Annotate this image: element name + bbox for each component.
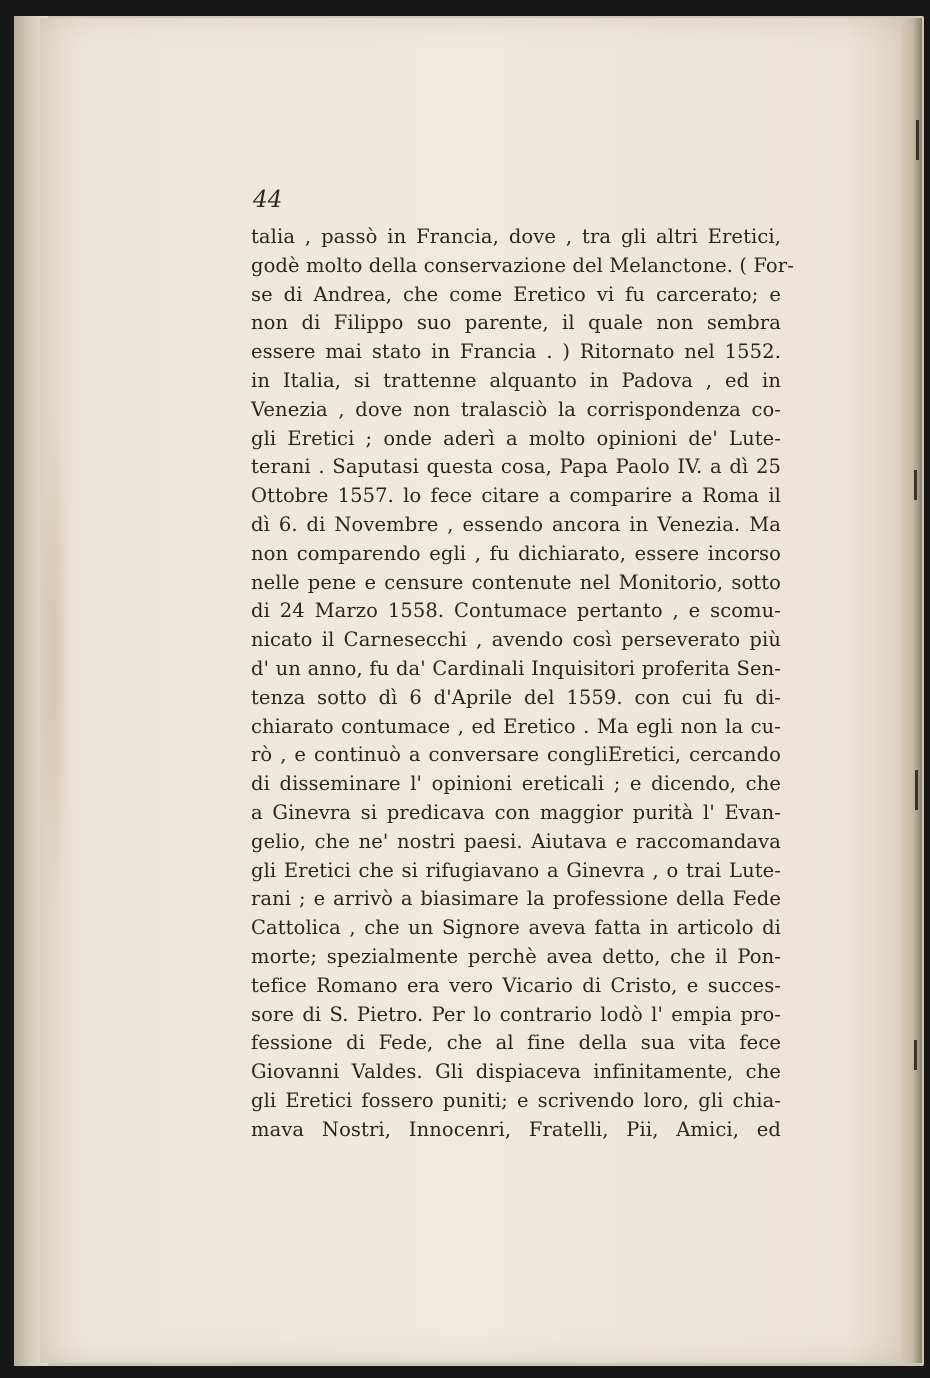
text-line: Ottobre 1557. lo fece citare a comparire a Roma il	[251, 484, 781, 508]
binding-mark	[915, 770, 918, 810]
text-line: gli Eretici che si rifugiavano a Ginevra , o trai Lute-	[251, 858, 781, 882]
text-line: mava Nostri, Innocenri, Fratelli, Pii, Amici, ed	[251, 1117, 781, 1141]
text-line: d' un anno, fu da' Cardinali Inquisitori proferita Sen-	[251, 657, 781, 680]
text-line: fessione di Fede, che al fine della sua vita fece	[251, 1031, 781, 1055]
binding-mark	[916, 120, 919, 160]
text-line: di 24 Marzo 1558. Contumace pertanto , e scomu-	[251, 599, 781, 623]
text-line: non comparendo egli , fu dichiarato, essere incorso	[251, 541, 781, 565]
text-line: rò , e continuò a conversare congliEretici, cercando	[251, 743, 781, 767]
text-line: in Italia, si trattenne alquanto in Padova , ed in	[251, 369, 781, 392]
text-line: Cattolica , che un Signore aveva fatta in articolo di	[251, 916, 781, 940]
text-line: nicato il Carnesecchi , avendo così perseverato più	[251, 628, 781, 652]
text-line: tenza sotto dì 6 d'Aprile del 1559. con cui fu di-	[251, 685, 781, 709]
text-line: godè molto della conservazione del Melanctone. ( For-	[251, 253, 794, 277]
text-line: tefice Romano era vero Vicario di Cristo, e succes-	[251, 973, 781, 997]
text-line: Giovanni Valdes. Gli dispiaceva infinitamente, che	[251, 1060, 781, 1084]
text-line: a Ginevra si predicava con maggior purità l' Evan-	[251, 801, 781, 824]
text-line: gli Eretici fossero puniti; e scrivendo loro, gli chia-	[251, 1089, 781, 1112]
text-line: talia , passò in Francia, dove , tra gli altri Eretici,	[251, 225, 781, 248]
right-page-edge	[900, 18, 922, 1363]
text-line: rani ; e arrivò a biasimare la professione della Fede	[251, 887, 781, 911]
paper-stain	[40, 400, 70, 920]
text-line: morte; spezialmente perchè avea detto, che il Pon-	[251, 945, 781, 968]
text-line: Venezia , dove non tralasciò la corrispondenza co-	[251, 397, 781, 421]
text-line: gli Eretici ; onde aderì a molto opinioni de' Lute-	[251, 426, 781, 450]
text-line: di disseminare l' opinioni ereticali ; e dicendo, che	[251, 772, 781, 796]
text-line: se di Andrea, che come Eretico vi fu carcerato; e	[251, 282, 781, 306]
text-line: chiarato contumace , ed Eretico . Ma egli non la cu-	[251, 714, 781, 738]
text-line: gelio, che ne' nostri paesi. Aiutava e raccomandava	[251, 829, 781, 853]
text-line: sore di S. Pietro. Per lo contrario lodò l' empia pro-	[251, 1002, 781, 1026]
text-line: essere mai stato in Francia . ) Ritornato nel 1552.	[251, 340, 781, 364]
text-line: dì 6. di Novembre , essendo ancora in Venezia. Ma	[251, 513, 781, 536]
binding-mark	[914, 470, 917, 500]
text-line: nelle pene e censure contenute nel Monitorio, sotto	[251, 570, 781, 594]
text-line: terani . Saputasi questa cosa, Papa Paolo IV. a dì 25	[251, 455, 781, 479]
text-line: non di Filippo suo parente, il quale non sembra	[251, 311, 781, 335]
binding-mark	[914, 1040, 917, 1070]
page-number: 44	[253, 187, 283, 213]
